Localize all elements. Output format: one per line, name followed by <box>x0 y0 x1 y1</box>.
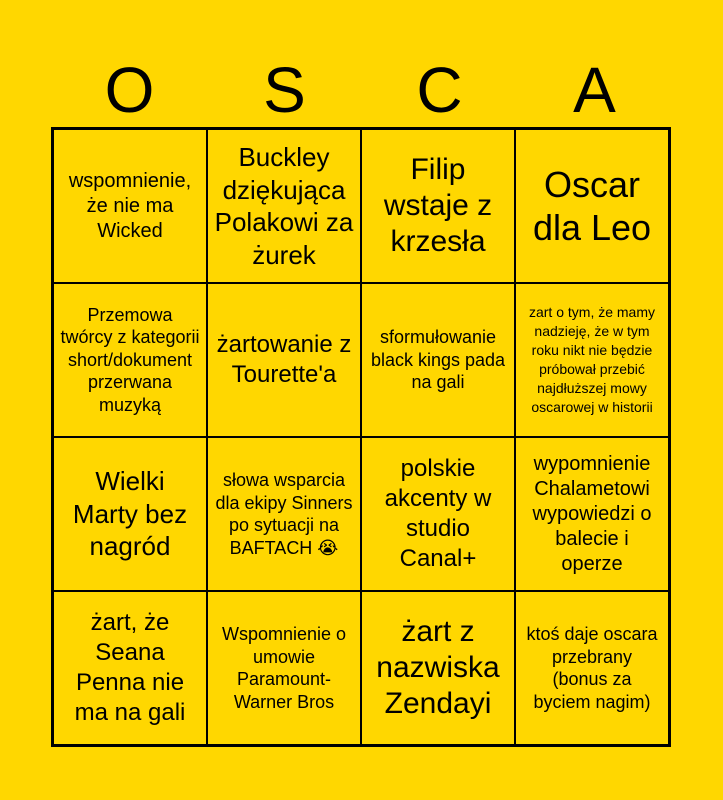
bingo-cell-text: polskie akcenty w studio Canal+ <box>384 455 492 572</box>
bingo-cell-r3c3[interactable] <box>361 437 515 591</box>
bingo-cell-r3c4[interactable] <box>515 437 669 591</box>
bingo-cell-r4c4[interactable] <box>515 591 669 745</box>
header-letter-4: A <box>573 54 616 126</box>
bingo-cell-r1c3[interactable] <box>361 129 515 283</box>
bingo-cell-text: żart, że Seana Penna nie ma na gali <box>74 609 186 726</box>
bingo-cell-text: Filip wstaje z krzesła <box>383 153 493 258</box>
bingo-cell-text: słowa wsparcia dla ekipy Sinners po sytuacji na BAFTACH 😭 <box>215 470 353 558</box>
header-letter-2: S <box>263 54 306 126</box>
bingo-cell-r1c1[interactable] <box>53 129 207 283</box>
bingo-cell-text: Buckley dziękująca Polakowi za żurek <box>214 142 354 270</box>
bingo-grid <box>51 127 671 747</box>
bingo-cell-text: wypomnienie Chalametowi wypowiedzi o balecie i operze <box>532 452 652 575</box>
bingo-cell-r3c2[interactable] <box>207 437 361 591</box>
bingo-cell-text: sformułowanie black kings pada na gali <box>370 327 506 393</box>
bingo-cell-text: Przemowa twórcy z kategorii short/dokument przerwana muzyką <box>60 304 200 415</box>
bingo-header <box>52 52 672 128</box>
bingo-cell-r4c2[interactable] <box>207 591 361 745</box>
bingo-cell-r2c1[interactable] <box>53 283 207 437</box>
bingo-cell-text: żart z nazwiska Zendayi <box>376 615 500 720</box>
bingo-cell-text: zart o tym, że mamy nadzieję, że w tym roku nikt nie będzie próbował przebić najdłuższej mowy oscarowej w historii <box>528 304 656 415</box>
header-letter-1: O <box>104 54 155 126</box>
bingo-cell-r2c4[interactable] <box>515 283 669 437</box>
bingo-cell-r1c2[interactable] <box>207 129 361 283</box>
bingo-cell-text: żartowanie z Tourette'a <box>216 331 352 388</box>
bingo-cell-text: Wspomnienie o umowie Paramount-Warner Bros <box>221 624 347 712</box>
header-letter-3: C <box>416 54 463 126</box>
bingo-cell-r4c1[interactable] <box>53 591 207 745</box>
bingo-cell-r2c3[interactable] <box>361 283 515 437</box>
bingo-cell-text: wspomnienie, że nie ma Wicked <box>68 169 192 242</box>
bingo-cell-r2c2[interactable] <box>207 283 361 437</box>
bingo-cell-text: ktoś daje oscara przebrany (bonus za byciem nagim) <box>526 624 658 712</box>
bingo-cell-r4c3[interactable] <box>361 591 515 745</box>
bingo-cell-r1c4[interactable] <box>515 129 669 283</box>
bingo-cell-text: Oscar dla Leo <box>532 163 652 248</box>
bingo-cell-r3c1[interactable] <box>53 437 207 591</box>
bingo-cell-text: Wielki Marty bez nagród <box>72 466 188 562</box>
